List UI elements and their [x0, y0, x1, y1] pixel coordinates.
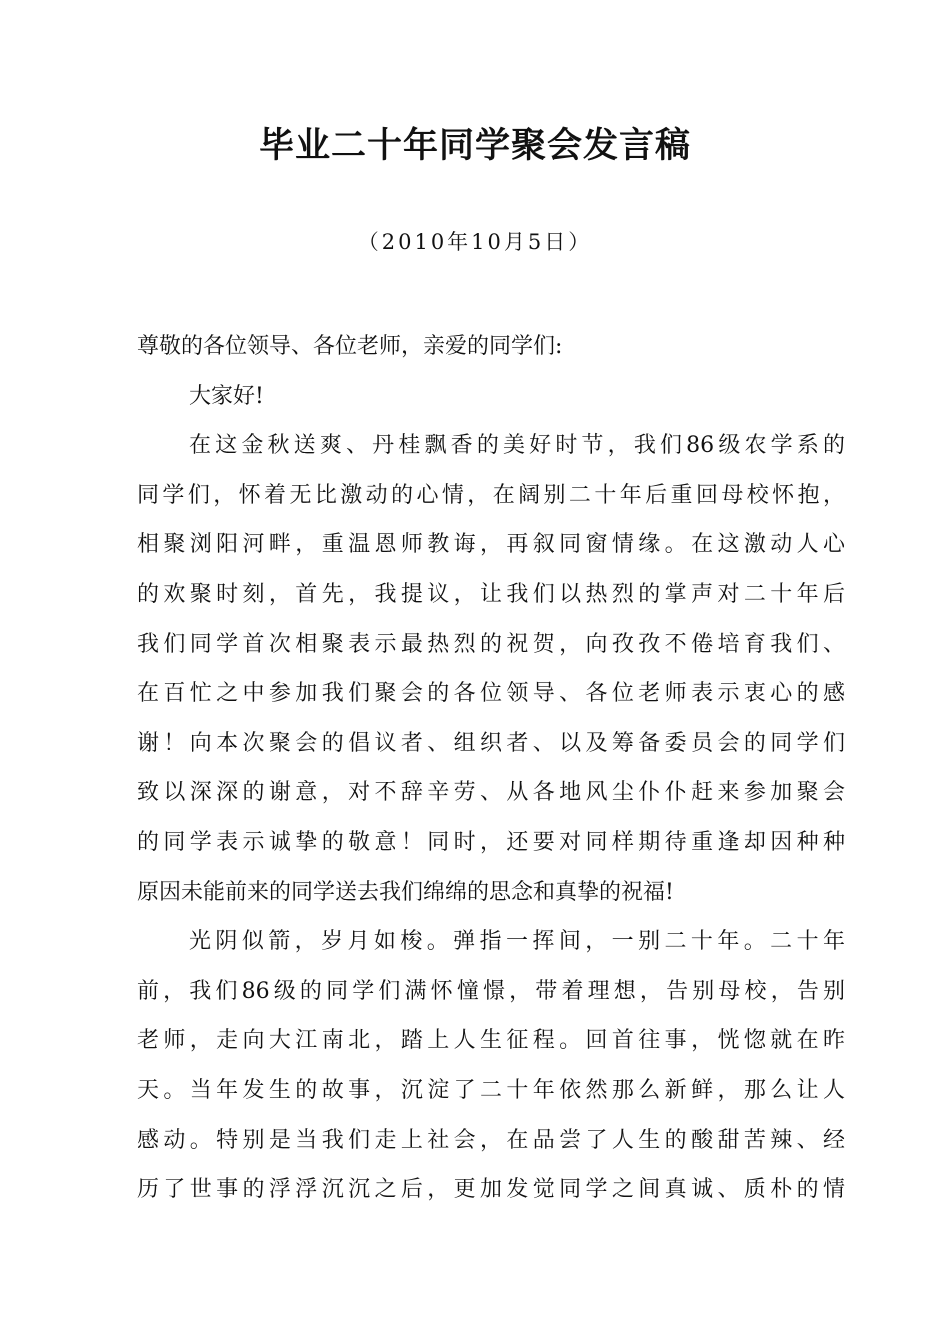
text-line: 在百忙之中参加我们聚会的各位领导、各位老师表示衷心的感	[137, 681, 845, 707]
text-line: 同学们，怀着无比激动的心情，在阔别二十年后重回母校怀抱，	[137, 482, 845, 508]
text-line: 的同学表示诚挚的敬意！同时，还要对同样期待重逢却因种种	[137, 829, 845, 855]
text-line: 尊敬的各位领导、各位老师，亲爱的同学们:	[137, 334, 563, 359]
text-line: 我们同学首次相聚表示最热烈的祝贺，向孜孜不倦培育我们、	[137, 631, 845, 657]
text-line: 历了世事的浮浮沉沉之后，更加发觉同学之间真诚、质朴的情	[137, 1177, 845, 1203]
text-line: 天。当年发生的故事，沉淀了二十年依然那么新鲜，那么让人	[137, 1077, 845, 1103]
speech-body	[137, 322, 845, 1215]
text-line: 在这金秋送爽、丹桂飘香的美好时节，我们86级农学系的	[189, 433, 845, 459]
text-line: 光阴似箭，岁月如梭。弹指一挥间，一别二十年。二十年	[189, 929, 845, 955]
text-line: 相聚浏阳河畔，重温恩师教诲，再叙同窗情缘。在这激动人心	[137, 532, 845, 558]
text-line: 老师，走向大江南北，踏上人生征程。回首往事，恍惚就在昨	[137, 1028, 845, 1054]
document-date: （2010年10月5日）	[357, 230, 593, 254]
text-line: 前，我们86级的同学们满怀憧憬，带着理想，告别母校，告别	[137, 978, 845, 1004]
text-line: 的欢聚时刻，首先，我提议，让我们以热烈的掌声对二十年后	[137, 581, 845, 607]
text-line: 原因未能前来的同学送去我们绵绵的思念和真挚的祝福!	[137, 879, 674, 905]
text-line: 感动。特别是当我们走上社会，在品尝了人生的酸甜苦辣、经	[137, 1127, 845, 1153]
text-line: 谢！向本次聚会的倡议者、组织者、以及筹备委员会的同学们	[137, 730, 845, 756]
text-line: 大家好!	[189, 383, 264, 409]
page-title: 毕业二十年同学聚会发言稿	[258, 126, 691, 166]
text-line: 致以深深的谢意，对不辞辛劳、从各地风尘仆仆赶来参加聚会	[137, 780, 845, 806]
